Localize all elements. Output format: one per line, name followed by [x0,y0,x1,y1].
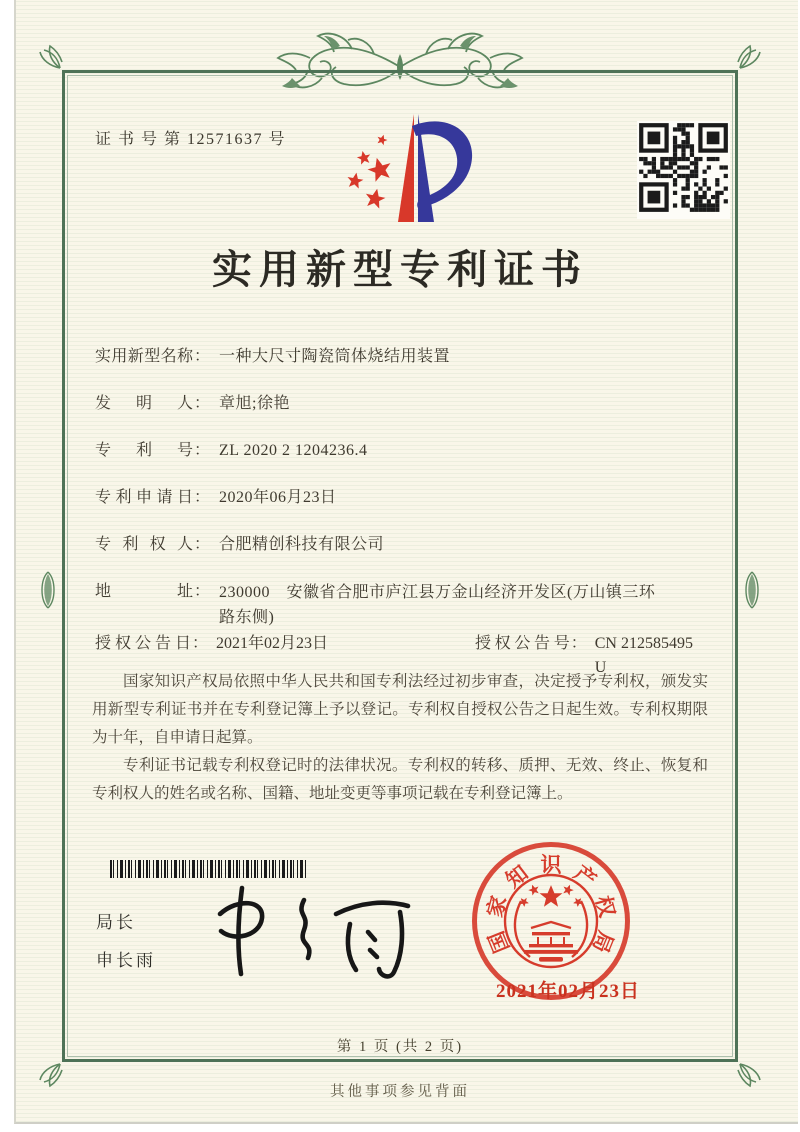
field-row-inventor [95,392,290,416]
seal-char: 识 [540,853,562,877]
field-row-patentee [95,533,384,557]
grant-date-pair [95,632,328,656]
legal-text [92,668,708,808]
field-row-patent-no [95,439,367,463]
field-label: 专利权人 [95,536,193,553]
field-value: 2021年02月23日 [216,635,329,652]
page-number: 第 1 页 (共 2 页) [336,1039,464,1055]
field-value: 2020年06月23日 [219,489,337,506]
field-value: 230000 安徽省合肥市庐江县万金山经济开发区(万山镇三环路东侧) [219,584,656,626]
seal-char: 家 [482,893,512,920]
qr-code [637,121,730,219]
field-value: 一种大尺寸陶瓷筒体烧结用装置 [219,348,451,365]
field-value: CN 212585495 U [594,635,693,676]
field-colon: ： [194,395,211,412]
seal-date: 2021年02月23日 [495,981,640,1002]
field-label: 授权公告日 [95,635,191,652]
field-label: 授权公告号 [475,635,570,652]
field-colon: ： [192,635,209,652]
field-colon: ： [194,536,211,553]
field-colon: ： [194,442,211,459]
field-label: 专利号 [95,442,193,459]
signer-title: 局长 [96,913,136,932]
national-emblem-icon [501,871,601,971]
field-value: 章旭;徐艳 [219,395,290,412]
cnipa-logo-icon [346,110,486,228]
field-colon: ： [570,635,587,652]
field-label: 专利申请日 [95,489,193,506]
field-value: 合肥精创科技有限公司 [219,536,385,553]
seal-char: 权 [590,893,620,920]
seal-char: 局 [587,927,618,957]
back-side-note: 其他事项参见背面 [330,1084,470,1100]
field-row-address [95,580,669,630]
grant-row [95,632,707,676]
field-label: 实用新型名称 [95,348,193,365]
field-colon: ： [194,583,211,600]
legal-paragraph: 专利证书记载专利权登记时的法律状况。专利权的转移、质押、无效、终止、恢复和专利权人的姓名或名称、国籍、地址变更等事项记载在专利登记簿上。 [92,757,708,802]
seal-char: 国 [484,927,515,957]
field-row-name [95,345,450,369]
field-colon: ： [194,489,211,506]
certificate-title: 实用新型专利证书 [212,247,588,292]
seal-char: 产 [569,860,601,893]
seal-char: 知 [501,860,533,893]
legal-paragraph: 国家知识产权局依照中华人民共和国专利法经过初步审查，决定授予专利权，颁发实用新型专利证书并在专利登记簿上予以登记。专利权自授权公告之日起生效。专利权期限为十年，自申请日起算。 [92,673,708,746]
commissioner-signature [208,874,423,984]
certificate-number: 证 书 号 第 12571637 号 [95,131,287,148]
field-label: 发明人 [95,395,193,412]
field-row-filing-date [95,486,337,510]
signer-name: 申长雨 [96,951,156,970]
field-colon: ： [194,348,211,365]
field-value: ZL 2020 2 1204236.4 [219,442,368,459]
field-label: 地址 [95,583,193,600]
